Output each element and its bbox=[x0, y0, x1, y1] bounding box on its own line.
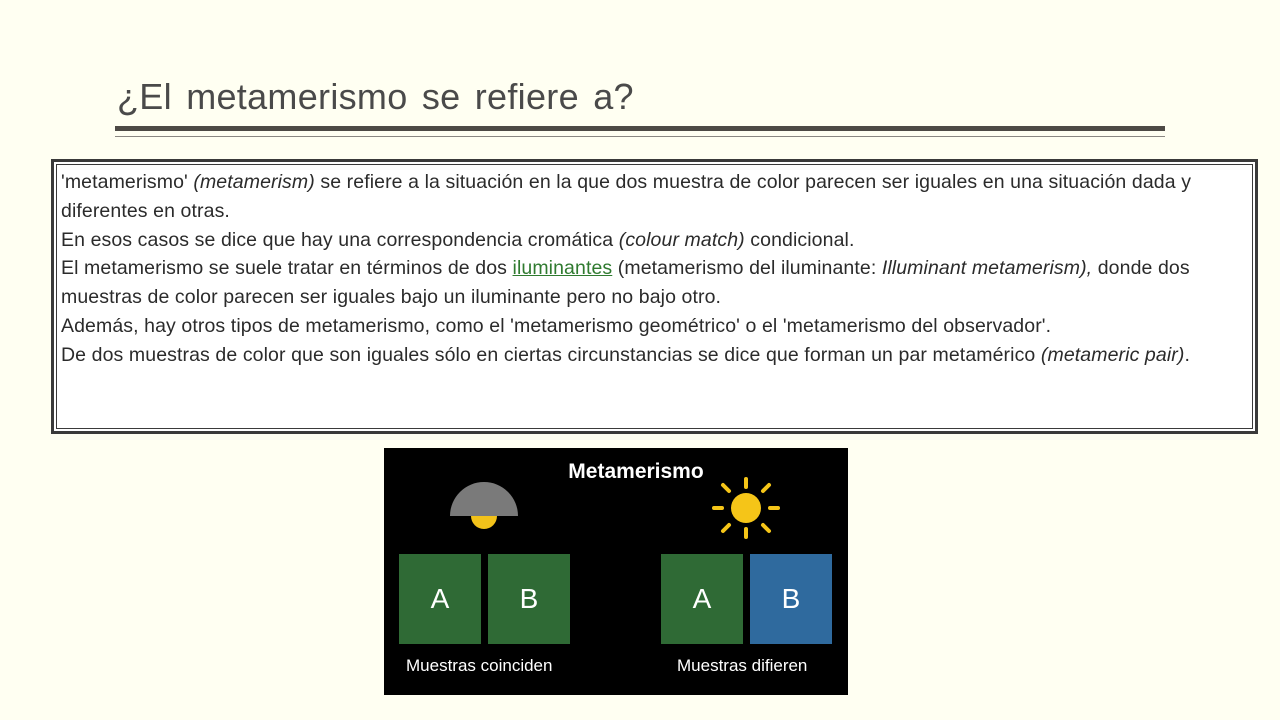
paragraph-2-italic: (colour match) bbox=[618, 228, 745, 251]
paragraph-2-text-a: En esos casos se dice que hay una correspondencia cromática bbox=[61, 228, 619, 251]
paragraph-2 bbox=[61, 226, 1221, 255]
paragraph-3-text-d: donde dos muestras de color parecen ser iguales bajo un iluminante pero no bajo otro. bbox=[61, 257, 1190, 309]
sun-icon bbox=[710, 476, 782, 540]
left-swatch-a: A bbox=[399, 554, 481, 644]
left-swatch-b: B bbox=[488, 554, 570, 644]
metamerism-figure bbox=[384, 448, 848, 695]
paragraph-1 bbox=[61, 168, 1221, 226]
iluminantes-link[interactable]: iluminantes bbox=[512, 257, 613, 280]
left-caption: Muestras coinciden bbox=[406, 656, 553, 675]
paragraph-3-text-a: El metamerismo se suele tratar en términos de dos bbox=[61, 257, 513, 280]
paragraph-3 bbox=[61, 254, 1221, 312]
paragraph-3-italic: Illuminant metamerism), bbox=[881, 257, 1093, 280]
paragraph-1-text-a: 'metamerismo' bbox=[61, 171, 194, 193]
page-title: ¿El metamerismo se refiere a? bbox=[117, 76, 634, 117]
paragraph-1-italic: (metamerism) bbox=[193, 171, 315, 193]
paragraph-5-text-c: . bbox=[1184, 343, 1190, 366]
lamp-icon bbox=[444, 478, 524, 533]
paragraph-4 bbox=[61, 312, 1221, 341]
right-caption: Muestras difieren bbox=[677, 656, 808, 675]
right-swatch-b: B bbox=[750, 554, 832, 644]
right-swatch-a: A bbox=[661, 554, 743, 644]
paragraph-5 bbox=[61, 341, 1221, 370]
figure-title: Metamerismo bbox=[568, 460, 704, 483]
paragraph-5-italic: (metameric pair) bbox=[1040, 343, 1185, 366]
paragraph-3-text-b: (metamerismo del iluminante: bbox=[612, 257, 882, 280]
paragraph-1-text-c: se refiere a la situación en la que dos muestra de color parecen ser iguales en una situación dada y diferentes en otras. bbox=[61, 171, 1192, 222]
paragraph-5-text-a: De dos muestras de color que son iguales sólo en ciertas circunstancias se dice que forman un par metamérico bbox=[61, 343, 1041, 366]
paragraph-2-text-c: condicional. bbox=[744, 228, 855, 251]
title-divider-thin bbox=[115, 136, 1165, 137]
paragraph-4-text-a: Además, hay otros tipos de metamerismo, como el 'metamerismo geométrico' o el 'metamerismo del observador'. bbox=[61, 314, 1052, 337]
definition-text bbox=[61, 168, 1221, 370]
title-divider-thick bbox=[115, 126, 1165, 131]
